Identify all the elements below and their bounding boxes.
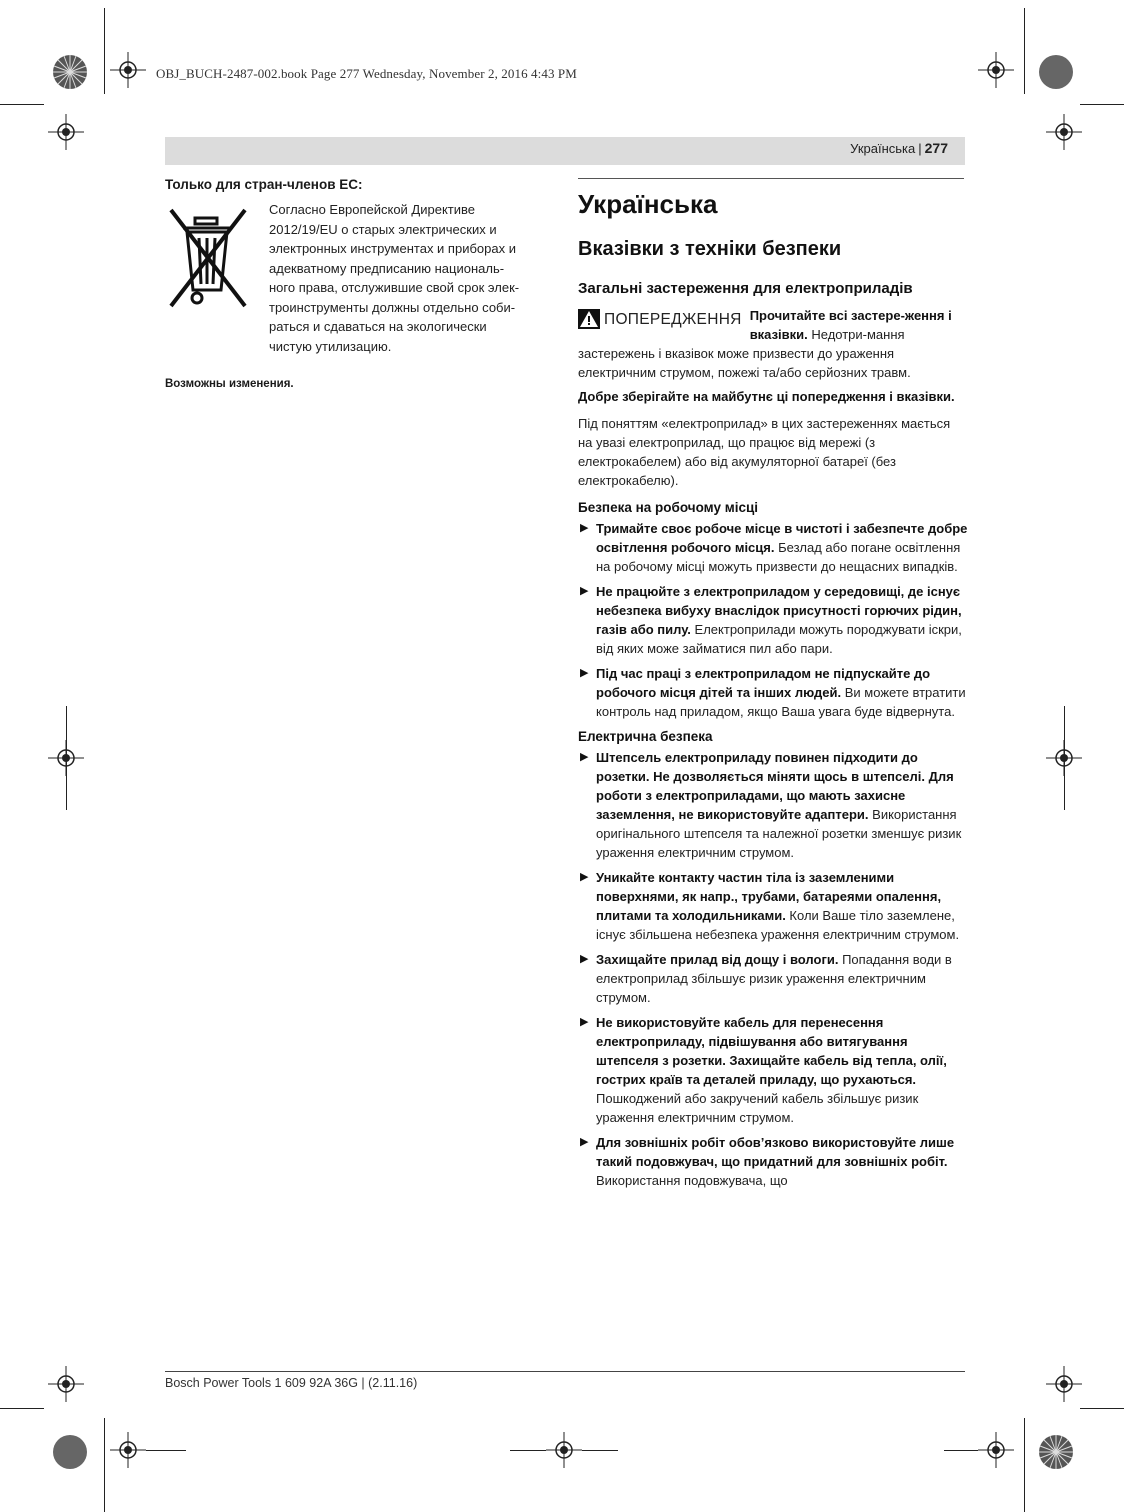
trim-line (104, 8, 105, 94)
subsection-title: Загальні застереження для електроприладів (578, 280, 913, 297)
item-text: Пошкоджений або закручений кабель збільшує ризик ураження електричним струмом. (596, 1091, 919, 1125)
eu-text-line: электронных инструментах и приборах и (269, 241, 516, 256)
group-title: Безпека на робочому місці (578, 500, 759, 515)
item-bold-text: Для зовнішніх робіт обов’язково використовуйте лише такий подовжувач, що придатний для зовнішніх робіт. (596, 1135, 955, 1169)
triangle-bullet-icon: ▶ (580, 871, 589, 883)
trim-line (944, 1450, 978, 1451)
item-text: Ви можете втратити контроль над приладом, якщо Ваша увага буде відвернута. (596, 685, 966, 719)
warning-badge (578, 309, 742, 329)
trim-line (1080, 104, 1124, 105)
list-item (578, 950, 968, 1007)
item-bold-text: Не працюйте з електроприладом у середовищі, де існує небезпека вибуху внаслідок присутності горючих рідин, газів або пилу. (596, 584, 962, 637)
eu-text-line: ного права, отслужившие свой срок элек- (269, 280, 520, 295)
trim-line (0, 104, 44, 105)
crosshair-mark (110, 1432, 146, 1473)
running-head-language: Українська (850, 141, 916, 156)
eu-disposal-text (269, 200, 519, 356)
crosshair-mark (48, 1366, 84, 1407)
crosshair-mark (546, 1432, 582, 1473)
registration-mark-bottom-left (50, 1432, 90, 1477)
crosshair-mark (1046, 114, 1082, 155)
top-rule (578, 178, 964, 179)
keep-note: Добре зберігайте на майбутнє ці попередження і вказівки. (578, 389, 955, 404)
safety-list (578, 519, 968, 721)
item-bold-text: Тримайте своє робоче місце в чистоті і забезпечте добре освітлення робочого місця. (596, 521, 968, 555)
eu-text-line: 2012/19/EU о старых электрических и (269, 221, 497, 237)
crosshair-mark (978, 1432, 1014, 1473)
footer-rule (165, 1371, 965, 1372)
definition-text: Під поняттям «електроприлад» в цих застереженнях мається на увазі електроприлад, що працює від мережі (з електрокабелем) або від акумуляторної батареї (без електрокабелю). (578, 416, 951, 488)
crosshair-mark (978, 52, 1014, 93)
triangle-bullet-icon: ▶ (580, 1136, 589, 1148)
safety-list (578, 748, 968, 1190)
crosshair-mark (110, 52, 146, 93)
trim-line (1064, 706, 1065, 810)
trim-line (66, 706, 67, 810)
safety-groups (578, 498, 968, 1190)
trim-line (104, 1418, 105, 1512)
item-text: Використання оригінального штепселя та належної розетки зменшує ризик ураження електричним струмом. (596, 807, 962, 860)
list-item (578, 582, 968, 658)
eu-text-line: чистую утилизацию. (269, 338, 392, 354)
list-item (578, 664, 968, 721)
item-bold-text: Захищайте прилад від дощу і вологи. (596, 952, 839, 967)
running-head-separator: | (918, 141, 922, 156)
crossed-bin-icon (165, 202, 253, 318)
registration-mark-bottom-right (1036, 1432, 1076, 1477)
page-number: 277 (924, 140, 948, 156)
list-item (578, 868, 968, 944)
triangle-bullet-icon: ▶ (580, 751, 589, 763)
item-bold-text: Штепсель електроприладу повинен підходити до розетки. Не дозволяється міняти щось в штепселі. Для роботи з електроприладами, що мають захисне заземлення, не використовуйте адаптери. (596, 750, 954, 822)
item-bold-text: Уникайте контакту частин тіла із заземленими поверхнями, як напр., трубами, батареями опалення, плитами та холодильниками. (596, 870, 942, 923)
warning-block (578, 306, 968, 382)
list-item (578, 748, 968, 862)
list-item (578, 519, 968, 576)
warning-label: ПОПЕРЕДЖЕННЯ (604, 310, 742, 328)
left-column (165, 177, 545, 390)
right-column (578, 178, 968, 1196)
trim-line (1024, 8, 1025, 94)
header-band (165, 137, 965, 165)
running-head (850, 140, 948, 156)
eu-title: Только для стран-членов ЕС: (165, 177, 363, 192)
triangle-bullet-icon: ▶ (580, 953, 589, 965)
eu-text-line: адекватному предписанию националь- (269, 260, 505, 276)
item-text: Безлад або погане освітлення на робочому місці можуть призвести до нещасних випадків. (596, 540, 961, 574)
warning-triangle-icon (578, 309, 600, 329)
item-bold-text: Під час праці з електроприладом не підпускайте до робочого місця дітей та інших людей. (596, 666, 931, 700)
triangle-bullet-icon: ▶ (580, 522, 589, 534)
weee-block (165, 200, 545, 356)
trim-line (510, 1450, 546, 1451)
warning-bold-text: Прочитайте всі застере-ження і вказівки. (749, 308, 952, 342)
trim-line (0, 1408, 44, 1409)
warning-text: Недотри-мання застережень і вказівок може призвести до ураження електричним струмом, пожежі та/або серйозних травм. (578, 327, 911, 380)
eu-text-line: троинструменты должны отдельно соби- (269, 299, 516, 315)
eu-text-line: Согласно Европейской Директиве (269, 202, 475, 217)
section-title: Вказівки з техніки безпеки (578, 238, 842, 260)
triangle-bullet-icon: ▶ (580, 585, 589, 597)
trim-line (582, 1450, 618, 1451)
language-title: Українська (578, 189, 718, 219)
list-item (578, 1013, 968, 1127)
triangle-bullet-icon: ▶ (580, 667, 589, 679)
item-bold-text: Не використовуйте кабель для перенесення електроприладу, підвішування або витягування штепселя з розетки. Захищайте кабель від тепла, олії, гострих країв та деталей приладу, що рухаються. (596, 1015, 947, 1087)
item-text: Попадання води в електроприлад збільшує ризик ураження електричним струмом. (596, 952, 952, 1005)
eu-text-line: раться и сдаваться на экологически (269, 319, 487, 334)
changes-note: Возможны изменения. (165, 378, 294, 390)
print-slug: OBJ_BUCH-2487-002.book Page 277 Wednesday, November 2, 2016 4:43 PM (156, 66, 577, 81)
trim-line (1024, 1418, 1025, 1512)
list-item (578, 1133, 968, 1190)
crosshair-mark (48, 114, 84, 155)
item-text: Електроприлади можуть породжувати іскри, від яких може займатися пил або пари. (596, 622, 962, 656)
trim-line (146, 1450, 186, 1451)
footer-text: Bosch Power Tools 1 609 92A 36G | (2.11.16) (165, 1376, 418, 1390)
triangle-bullet-icon: ▶ (580, 1016, 589, 1028)
trim-line (1080, 1408, 1124, 1409)
registration-mark-top-left (50, 52, 90, 97)
crosshair-mark (1046, 1366, 1082, 1407)
item-text: Коли Ваше тіло заземлене, існує збільшена небезпека ураження електричним струмом. (596, 908, 960, 942)
group-title: Електрична безпека (578, 729, 713, 744)
registration-mark-top-right (1036, 52, 1076, 97)
item-text: Використання подовжувача, що (596, 1173, 788, 1188)
